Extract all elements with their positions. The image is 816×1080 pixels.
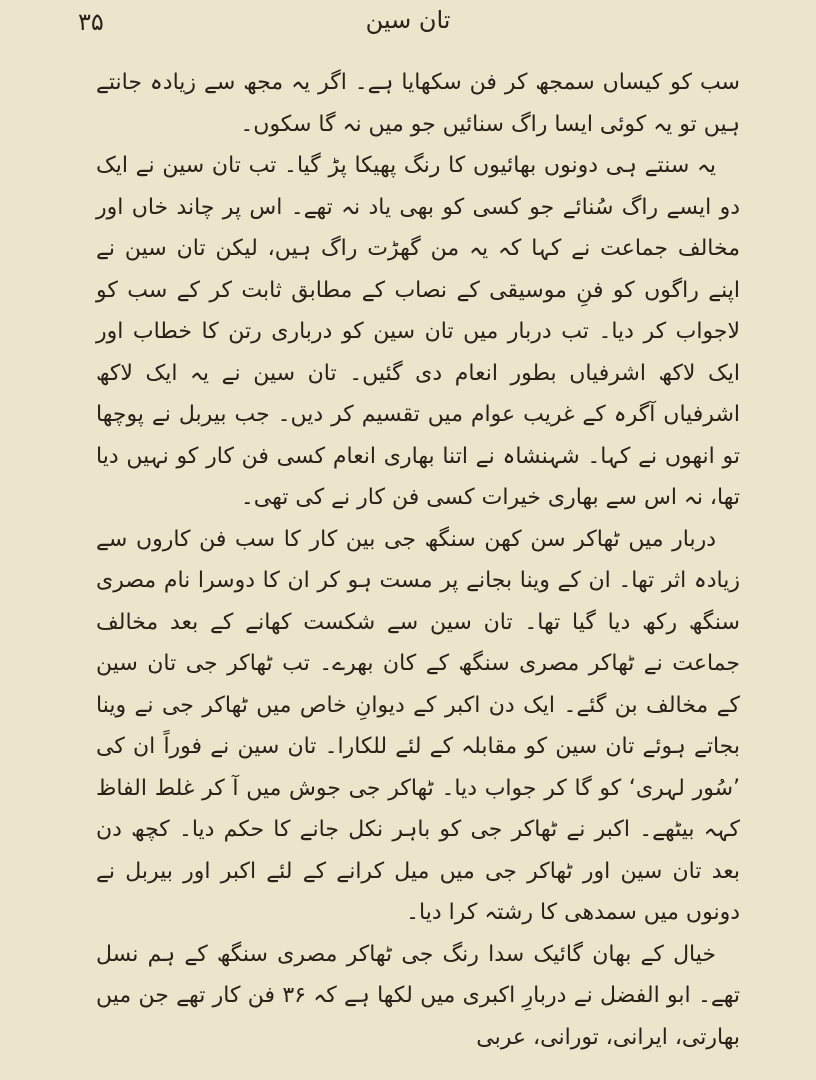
paragraph: سب کو کیساں سمجھ کر فن سکھایا ہے۔ اگر یہ مجھ سے زیادہ جانتے ہیں تو یہ کوئی ایسا راگ سنائیں جو میں نہ گا سکوں۔ — [96, 70, 740, 137]
paragraph: خیال کے بھان گائیک سدا رنگ جی ٹھاکر مصری سنگھ کے ہم نسل تھے۔ ابو الفضل نے دربارِ اکبری میں لکھا ہے کہ ۳۶ فن کار تھے جن میں بھارتی، ایرانی، تورانی، عربی — [96, 941, 740, 1050]
body-text — [96, 62, 740, 1058]
paragraph: دربار میں ٹھاکر سن کھن سنگھ جی بین کار کا سب فن کاروں سے زیادہ اثر تھا۔ ان کے وینا بجانے پر مست ہو کر ان کا دوسرا نام مصری سنگھ رکھ دیا گیا تھا۔ تان سین سے شکست کھانے کے بعد مخالف جماعت نے ٹھاکر مصری سنگھ کے کان بھرے۔ تب ٹھاکر جی تان سین کے مخالف بن گئے۔ ایک دن اکبر کے دیوانِ خاص میں ٹھاکر جی نے وینا بجاتے ہوئے تان سین کو مقابلہ کے لئے للکارا۔ تان سین نے فوراً ان کی ’سُور لہری‘ کو گا کر جواب دیا۔ ٹھاکر جی جوش میں آ کر غلط الفاظ کہہ بیٹھے۔ اکبر نے ٹھاکر جی کو باہر نکل جانے کا حکم دیا۔ کچھ دن بعد تان سین اور ٹھاکر جی میں میل کرانے کے لئے اکبر اور بیربل نے دونوں میں سمدھی کا رشتہ کرا دیا۔ — [96, 526, 740, 925]
paragraph: یہ سنتے ہی دونوں بھائیوں کا رنگ پھیکا پڑ گیا۔ تب تان سین نے ایک دو ایسے راگ سُنائے جو کسی کو بھی یاد نہ تھے۔ اس پر چاند خاں اور مخالف جماعت نے کہا کہ یہ من گھڑت راگ ہیں، لیکن تان سین نے اپنے راگوں کو فنِ موسیقی کے نصاب کے مطابق ثابت کر کے سب کو لاجواب کر دیا۔ تب دربار میں تان سین کو درباری رتن کا خطاب اور ایک لاکھ اشرفیاں بطور انعام دی گئیں۔ تان سین نے یہ ایک لاکھ اشرفیاں آگرہ کے غریب عوام میں تقسیم کر دیں۔ جب بیربل نے پوچھا تو انھوں نے کہا۔ شہنشاہ نے اتنا بھاری انعام کسی فن کار کو نہیں دیا تھا، نہ اس سے بھاری خیرات کسی فن کار نے کی تھی۔ — [96, 153, 740, 510]
page-number: ۳۵ — [78, 8, 104, 36]
running-head: تان سین — [365, 6, 451, 34]
